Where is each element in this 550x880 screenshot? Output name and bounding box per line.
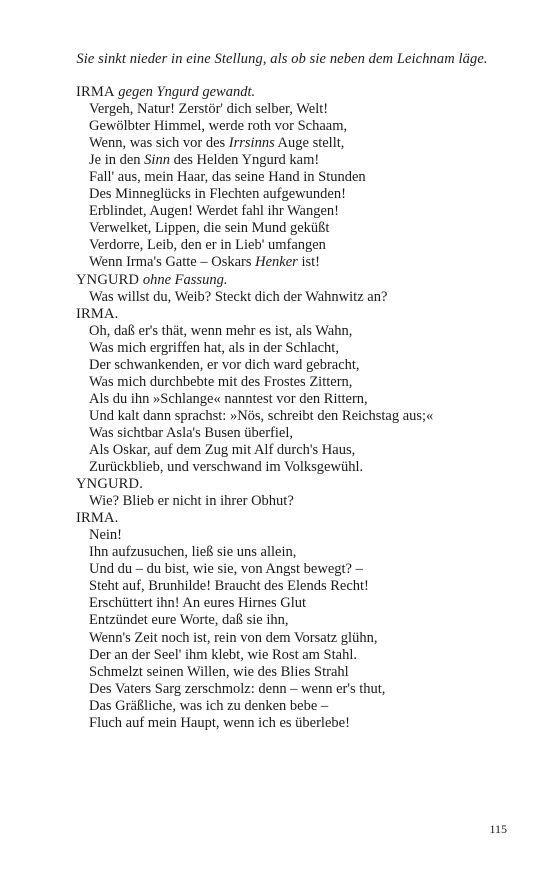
verse-text: Zurückblieb, und verschwand im Volksgewühl. (89, 459, 364, 476)
verse-text: Fall' aus, mein Haar, das seine Hand in Stunden (89, 169, 366, 186)
verse-text: Gewölbter Himmel, werde roth vor Schaam, (89, 118, 348, 135)
verse-text: Der an der Seel' ihm klebt, wie Rost am Stahl. (89, 646, 357, 663)
verse-line (76, 612, 536, 629)
verse-line (76, 340, 536, 357)
verse-line (76, 715, 536, 732)
verse-text: Was sichtbar Asla's Busen überfiel, (89, 424, 293, 441)
verse-line (76, 561, 536, 578)
verse-text: Des Vaters Sarg zerschmolz: denn – wenn er's thut, (89, 680, 386, 697)
verse-text: Wenn's Zeit noch ist, rein von dem Vorsatz glühn, (89, 629, 378, 646)
verse-line (76, 237, 536, 254)
verse-line (76, 578, 536, 595)
verse-text: Erschüttert ihn! An eures Hirnes Glut (89, 595, 307, 612)
verse-line (76, 135, 536, 152)
verse-line (76, 289, 536, 306)
speaker-direction: gegen Yngurd gewandt. (118, 84, 256, 100)
speaker-name: YNGURD. (76, 476, 144, 493)
verse-text: Verdorre, Leib, den er in Lieb' umfangen (89, 237, 326, 254)
speaker-name: IRMA. (76, 305, 119, 322)
verse-line (76, 698, 536, 715)
speaker-line (76, 272, 536, 289)
verse-line (76, 595, 536, 612)
verse-line (76, 220, 536, 237)
stage-direction: Sie sinkt nieder in eine Stellung, als ob sie neben dem Leichnam läge. (76, 51, 488, 67)
speaker-line (76, 510, 536, 527)
verse-line (76, 425, 536, 442)
speaker-name: IRMA. (76, 510, 119, 527)
verse-line (76, 152, 536, 169)
verse-line (76, 544, 536, 561)
verse-text: Und du – du bist, wie sie, von Angst bewegt? – (89, 561, 363, 578)
verse-text: Und kalt dann sprachst: »Nös, schreibt den Reichstag aus;« (89, 407, 434, 424)
speaker-name: YNGURD (76, 271, 140, 288)
verse-text: Erblindet, Augen! Werdet fahl ihr Wangen! (89, 203, 339, 220)
verse-text: Wenn Irma's Gatte – Oskars (89, 254, 256, 271)
verse-text: Was mich ergriffen hat, als in der Schlacht, (89, 339, 339, 356)
verse-text: Verwelket, Lippen, die sein Mund geküßt (89, 220, 330, 237)
verse-text: Fluch auf mein Haupt, wenn ich es überlebe! (89, 714, 350, 731)
play-text (76, 84, 536, 732)
verse-line (76, 647, 536, 664)
emphasized-text: Sinn (144, 152, 170, 169)
verse-line (76, 391, 536, 408)
verse-line (76, 664, 536, 681)
verse-text: des Helden Yngurd kam! (169, 152, 320, 169)
verse-text: Ihn aufzusuchen, ließ sie uns allein, (89, 544, 297, 561)
page-number: 115 (489, 822, 507, 836)
verse-text: Was willst du, Weib? Steckt dich der Wahnwitz an? (89, 288, 388, 305)
verse-text: Auge stellt, (274, 135, 345, 152)
verse-line (76, 681, 536, 698)
verse-line (76, 323, 536, 340)
verse-line (76, 459, 536, 476)
verse-text: Des Minneglücks in Flechten aufgewunden! (89, 186, 346, 203)
verse-line (76, 630, 536, 647)
verse-line (76, 527, 536, 544)
verse-text: Der schwankenden, er vor dich ward gebracht, (89, 356, 360, 373)
verse-line (76, 493, 536, 510)
verse-text: Nein! (89, 527, 123, 544)
verse-text: Oh, daß er's thät, wenn mehr es ist, als Wahn, (89, 322, 353, 339)
emphasized-text: Henker (255, 254, 298, 271)
verse-line (76, 118, 536, 135)
verse-line (76, 254, 536, 271)
verse-text: Entzündet eure Worte, daß sie ihn, (89, 612, 289, 629)
verse-text: Als du ihn »Schlange« nanntest vor den Rittern, (89, 390, 368, 407)
verse-text: Je in den (89, 152, 145, 169)
verse-text: Vergeh, Natur! Zerstör' dich selber, Welt! (89, 101, 329, 118)
speaker-direction: ohne Fassung. (142, 271, 228, 288)
speaker-line (76, 84, 536, 101)
speaker-line (76, 306, 536, 323)
verse-text: Schmelzt seinen Willen, wie des Blies Strahl (89, 663, 349, 680)
verse-line (76, 374, 536, 391)
verse-line (76, 101, 536, 118)
verse-text: Das Gräßliche, was ich zu denken bebe – (89, 697, 329, 714)
verse-line (76, 203, 536, 220)
verse-text: Was mich durchbebte mit des Frostes Zittern, (89, 373, 353, 390)
verse-text: Wie? Blieb er nicht in ihrer Obhut? (89, 493, 294, 510)
verse-text: ist! (297, 254, 320, 271)
verse-text: Als Oskar, auf dem Zug mit Alf durch's Haus, (89, 441, 356, 458)
verse-line (76, 357, 536, 374)
verse-line (76, 408, 536, 425)
speaker-name: IRMA (76, 84, 115, 100)
verse-line (76, 442, 536, 459)
verse-line (76, 169, 536, 186)
verse-line (76, 186, 536, 203)
verse-text: Steht auf, Brunhilde! Braucht des Elends Recht! (89, 578, 369, 595)
emphasized-text: Irrsinns (228, 135, 275, 152)
speaker-line (76, 476, 536, 493)
verse-text: Wenn, was sich vor des (89, 135, 229, 152)
